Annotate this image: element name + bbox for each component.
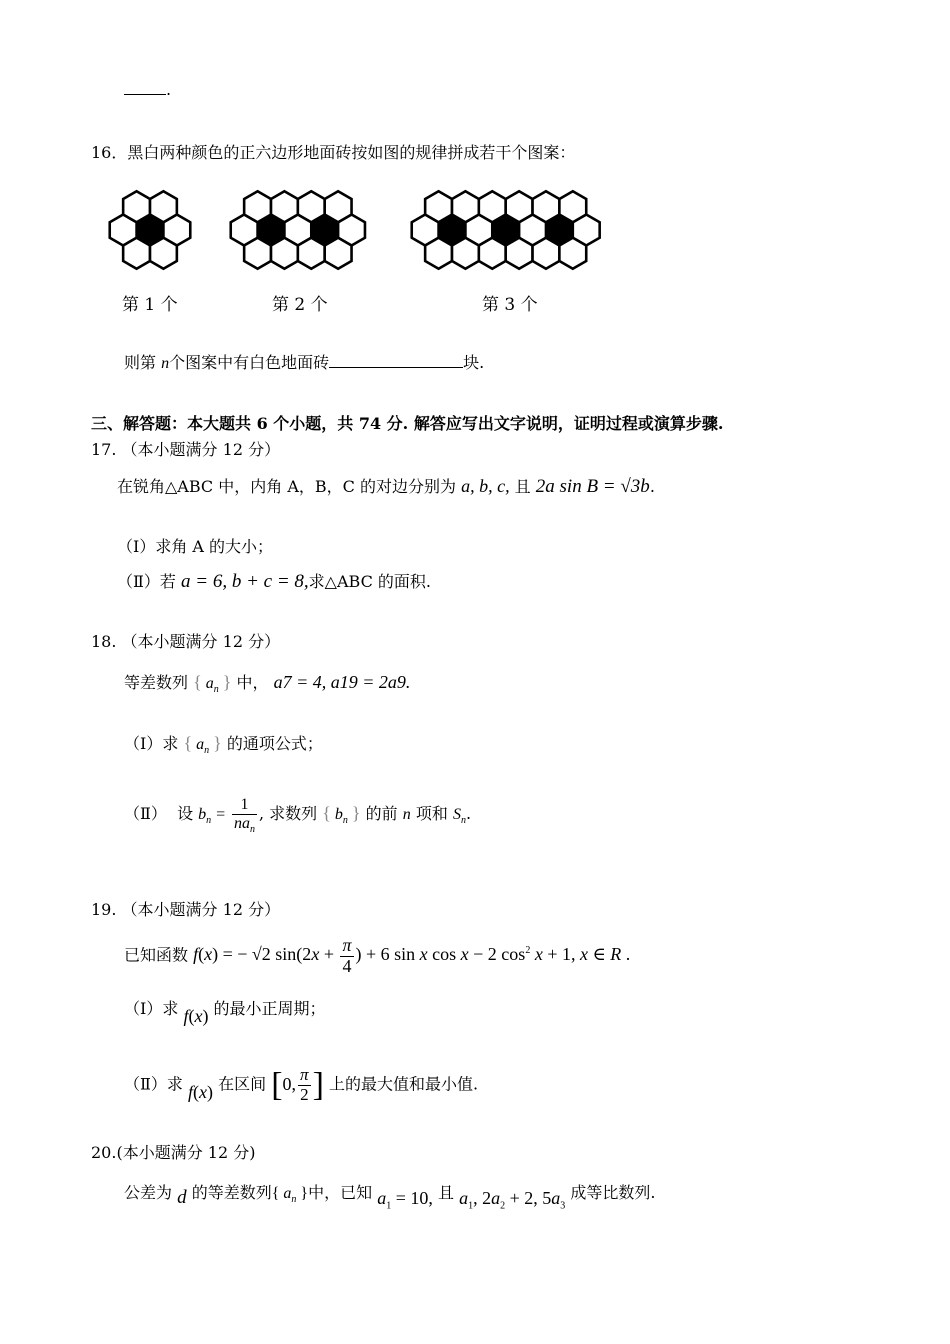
q15-answer-tail: . <box>124 80 171 99</box>
q18-formula: a7 = 4, a19 = 2a9. <box>273 672 411 692</box>
q16-text: 黑白两种颜色的正六边形地面砖按如图的规律拼成若干个图案： <box>127 143 576 162</box>
q19-stem: 已知函数 f(x) = − √2 sin(2x + $\frac{\pi}{4}$ ) + 6 sin x cos x − 2 $\cos^2 x + 1$, x ∈ R . <box>124 935 631 976</box>
white-hexagon-tile <box>298 238 325 269</box>
q18-bn-formula: $b_n$ = $\frac{1}{na_n}$ <box>198 796 255 835</box>
white-hexagon-tile <box>244 191 271 222</box>
white-hexagon-tile <box>452 238 479 269</box>
q17-part2-formula: a = 6, b + c = 8, <box>181 571 309 592</box>
q16-fig-label-2: 第 2 个 <box>272 295 328 315</box>
white-hexagon-tile <box>271 191 298 222</box>
q17-formula: 2a sin B = √3b <box>535 476 650 497</box>
white-hexagon-tile <box>425 238 452 269</box>
white-hexagon-tile <box>123 191 150 222</box>
q18-seq-an: { $a_n$ } <box>193 672 232 696</box>
q19-interval: [0, $\frac{\pi}{2}$ ] <box>271 1065 324 1104</box>
white-hexagon-tile <box>244 238 271 269</box>
white-hexagon-tile <box>479 191 506 222</box>
q16-fig-label-3: 第 3 个 <box>482 295 538 315</box>
q20-formula-2: $a_1$, $2a_2 + 2$, $5a_3$ <box>459 1188 566 1212</box>
white-hexagon-tile <box>123 238 150 269</box>
q20-formula-1: $a_1 = 10$, <box>377 1188 433 1212</box>
q19-header: 19. （本小题满分 12 分） <box>91 900 281 919</box>
q16-answer-blank <box>329 353 463 368</box>
q17-part2: （Ⅱ）若 a = 6, b + c = 8,求△ABC 的面积. <box>117 571 431 592</box>
q18-header: 18. （本小题满分 12 分） <box>91 632 281 651</box>
q18-part2: （Ⅱ） 设 $b_n$ = $\frac{1}{na_n}$ , 求数列 { $b_n$ } 的前 n 项和 $S_n$. <box>124 796 472 835</box>
white-hexagon-tile <box>533 191 560 222</box>
q19-part1: （Ⅰ）求 f(x) 的最小正周期； <box>124 999 326 1026</box>
white-hexagon-tile <box>271 238 298 269</box>
white-hexagon-tile <box>452 191 479 222</box>
white-hexagon-tile <box>559 238 586 269</box>
white-hexagon-tile <box>425 191 452 222</box>
section3-heading: 三、解答题：本大题共 6 个小题，共 74 分. 解答应写出文字说明，证明过程或演算步骤. <box>91 414 724 433</box>
q16-answer-line: 则第 n个图案中有白色地面砖 块. <box>124 353 485 372</box>
q17-stem: 在锐角△ABC 中，内角 A，B，C 的对边分别为 a, b, c, 且 2a sin B = √3b. <box>117 476 655 497</box>
white-hexagon-tile <box>150 238 177 269</box>
white-hexagon-tile <box>506 238 533 269</box>
q16-stem <box>91 140 575 163</box>
white-hexagon-tile <box>559 191 586 222</box>
q17-header: 17. （本小题满分 12 分） <box>91 440 281 459</box>
q15-blank <box>124 80 166 95</box>
q19-part2: （Ⅱ）求 f(x) 在区间 [0, $\frac{\pi}{2}$ ] 上的最大值和最小值. <box>124 1065 479 1104</box>
q17-part1: （Ⅰ）求角 A 的大小； <box>117 537 274 556</box>
white-hexagon-tile <box>298 191 325 222</box>
q19-function-formula: f(x) = − √2 sin(2x + $\frac{\pi}{4}$ ) + 6 sin x cos x − 2 $\cos^2 x + 1$, x ∈ R . <box>193 935 631 976</box>
white-hexagon-tile <box>479 238 506 269</box>
white-hexagon-tile <box>533 238 560 269</box>
q20-header: 20.(本小题满分 12 分) <box>91 1143 256 1162</box>
white-hexagon-tile <box>325 191 352 222</box>
white-hexagon-tile <box>150 191 177 222</box>
q16-fig-label-1: 第 1 个 <box>122 295 178 315</box>
white-hexagon-tile <box>325 238 352 269</box>
q18-part1: （Ⅰ）求 { $a_n$ } 的通项公式； <box>124 733 323 757</box>
q18-stem: 等差数列 { $a_n$ } 中， a7 = 4, a19 = 2a9. <box>124 672 411 696</box>
q20-stem: 公差为 d 的等差数列{ $a_n$ }中，已知 $a_1 = 10$, 且 $a_1$, $2a_2 + 2$, $5a_3$ 成等比数列. <box>124 1183 656 1212</box>
q16-number: 16． <box>91 143 128 162</box>
white-hexagon-tile <box>506 191 533 222</box>
